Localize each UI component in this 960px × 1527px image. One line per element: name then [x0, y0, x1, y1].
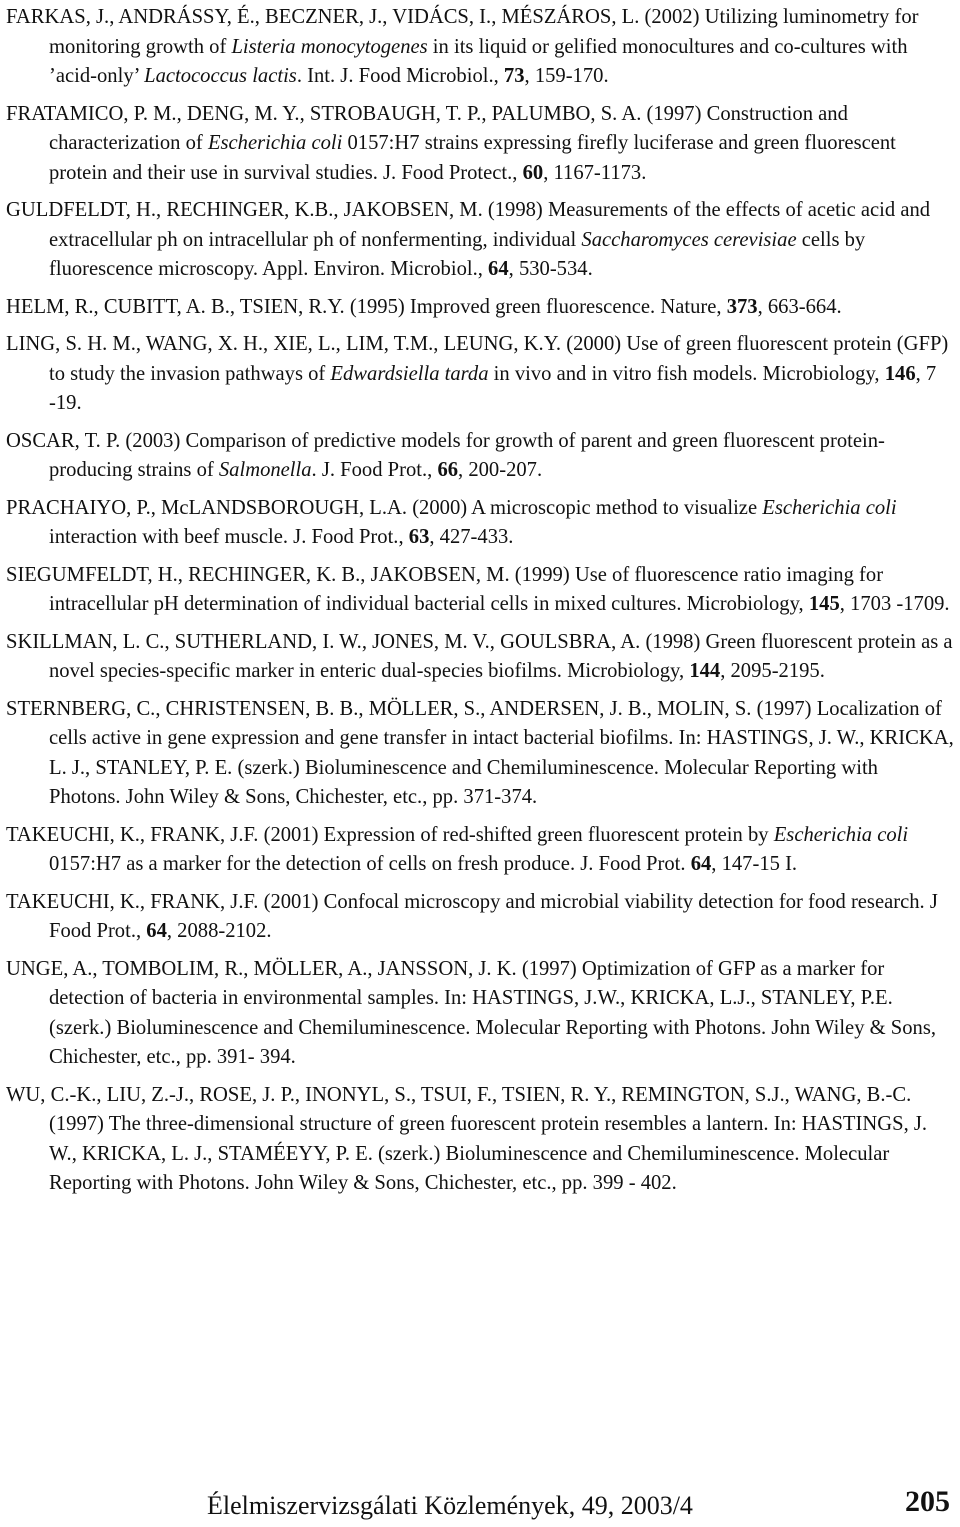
ref-pages: , 7 -19. — [49, 362, 937, 414]
ref-volume: 64 — [690, 853, 712, 875]
reference-entry — [6, 955, 954, 1073]
reference-entry — [6, 3, 954, 92]
ref-year: (1997) — [646, 102, 702, 125]
ref-title: interaction with beef muscle. J. Food Prot., — [49, 526, 404, 548]
ref-year: (2000) — [412, 496, 468, 519]
ref-journal: . Int. J. Food Microbiol., — [296, 65, 499, 87]
ref-title: . J. Food Prot., — [311, 459, 433, 481]
ref-taxon: Lactococcus lactis — [144, 65, 297, 87]
ref-title: 0157:H7 as a marker for the detection of cells on fresh produce. J. Food Prot. — [49, 853, 686, 875]
ref-authors: TAKEUCHI, K., FRANK, J.F. — [6, 823, 259, 846]
ref-title: Use of fluorescence ratio imaging for intracellular pH determination of individual bacterial cells in mixed cultures. Microbiology, — [49, 563, 884, 615]
ref-volume: 60 — [522, 161, 544, 184]
ref-authors: SIEGUMFELDT, H., RECHINGER, K. B., JAKOBSEN, M. — [6, 563, 510, 586]
ref-volume: 144 — [689, 660, 721, 682]
ref-taxon: Escherichia coli — [207, 132, 343, 154]
reference-entry — [6, 561, 954, 620]
ref-year: (2001) — [263, 890, 319, 913]
ref-pages: , 200-207. — [458, 459, 543, 481]
ref-year: (2001) — [263, 823, 319, 846]
reference-entry — [6, 196, 954, 285]
reference-entry — [6, 628, 954, 687]
ref-title: cells by fluorescence microscopy. Appl. Environ. Microbiol., — [49, 228, 866, 280]
ref-volume: 73 — [503, 65, 525, 87]
reference-entry — [6, 494, 954, 553]
ref-pages: , 530-534. — [508, 258, 593, 280]
ref-authors: LING, S. H. M., WANG, X. H., XIE, L., LIM, T.M., LEUNG, K.Y. — [6, 333, 562, 355]
ref-title: Expression of red-shifted green fluorescent protein by — [323, 823, 774, 846]
ref-year: (1998) — [645, 630, 701, 653]
ref-pages: , 2088-2102. — [166, 920, 272, 942]
ref-authors: TAKEUCHI, K., FRANK, J.F. — [6, 890, 259, 913]
ref-title: A microscopic method to visualize — [471, 496, 763, 519]
ref-year: (2000) — [566, 333, 622, 355]
ref-pages: , 1167-1173. — [543, 161, 647, 184]
ref-volume: 64 — [146, 920, 167, 942]
ref-title: The three-dimensional structure of green fuorescent protein resembles a lantern. In: HASTINGS, J. W., KRICKA, L. J., STAMÉEYY, P. E. (szerk.) Bioluminescence and Chemiluminescence. Molecular Reporting with Photons. John Wiley & Sons, Chichester, etc., pp. 399 - 402. — [49, 1113, 928, 1194]
ref-volume: 146 — [884, 362, 916, 385]
ref-year: (1998) — [487, 199, 543, 221]
ref-authors: OSCAR, T. P. — [6, 429, 121, 452]
ref-title: Green fluorescent protein as a novel species-specific marker in enteric dual-species biofilms. Microbiology, — [49, 630, 953, 682]
ref-title: 0157:H7 strains expressing firefly luciferase and green fluorescent protein and their use in survival studies. J. Food Protect., — [49, 132, 896, 184]
ref-title: Optimization of GFP as a marker for detection of bacteria in environmental samples. In: HASTINGS, J.W., KRICKA, L.J., STANLEY, P.E. (szerk.) Bioluminescence and Chemiluminescence. Molecular Reporting with Photons. John Wiley & Sons, Chichester, etc., pp. 391- 394. — [49, 957, 937, 1068]
ref-year: (2003) — [125, 429, 181, 452]
ref-taxon: Edwardsiella tarda — [330, 362, 489, 385]
ref-pages: , 427-433. — [429, 526, 514, 548]
ref-volume: 145 — [808, 593, 840, 615]
reference-entry — [6, 888, 954, 947]
ref-taxon: Escherichia coli — [773, 823, 909, 846]
reference-entry — [6, 330, 954, 419]
ref-title: Improved green fluorescence. Nature, — [409, 295, 722, 318]
ref-title: Construction and characterization of — [49, 102, 848, 154]
ref-pages: , 1703 -1709. — [839, 593, 950, 615]
reference-entry — [6, 1081, 954, 1199]
ref-title: Localization of cells active in gene expression and gene transfer in intact bacterial biofilms. In: HASTINGS, J. W., KRICKA, L. J., STANLEY, P. E. (szerk.) Bioluminescence and Chemiluminescence. Molecular Reporting with Photons. John Wiley & Sons, Chichester, etc., pp. 371-374. — [49, 697, 954, 808]
ref-authors: UNGE, A., TOMBOLIM, R., MÖLLER, A., JANSSON, J. K. — [6, 957, 517, 980]
reference-entry — [6, 293, 954, 323]
reference-entry — [6, 427, 954, 486]
ref-taxon: Escherichia coli — [762, 496, 897, 519]
ref-authors: STERNBERG, C., CHRISTENSEN, B. B., MÖLLER, S., ANDERSEN, J. B., MOLIN, S. — [6, 697, 752, 720]
ref-authors: FRATAMICO, P. M., DENG, M. Y., STROBAUGH, T. P., PALUMBO, S. A. — [6, 102, 642, 125]
reference-entry — [6, 100, 954, 189]
ref-authors: FARKAS, J., ANDRÁSSY, É., BECZNER, J., VIDÁCS, I., MÉSZÁROS, L. — [6, 6, 640, 28]
ref-taxon: Listeria monocytogenes — [231, 35, 428, 58]
ref-title: Utilizing luminometry for monitoring growth of — [49, 6, 919, 58]
reference-entry — [6, 821, 954, 880]
ref-title: in its liquid or gelified monocultures and co-cultures with ’acid-only’ — [49, 35, 908, 87]
ref-pages: , 663-664. — [757, 295, 842, 318]
ref-year: (1995) — [349, 295, 405, 318]
ref-year: (1997) — [49, 1113, 104, 1135]
reference-list — [6, 3, 954, 1207]
ref-year: (1999) — [514, 563, 570, 586]
ref-authors: HELM, R., CUBITT, A. B., TSIEN, R.Y. — [6, 295, 345, 318]
ref-year: (1997) — [756, 697, 812, 720]
ref-volume: 63 — [408, 526, 430, 548]
ref-authors: WU, C.-K., LIU, Z.-J., ROSE, J. P., INONYL, S., TSUI, F., TSIEN, R. Y., REMINGTON, S.J., WANG, B.-C. — [6, 1083, 912, 1106]
ref-volume: 373 — [726, 295, 758, 318]
ref-title: Comparison of predictive models for growth of parent and green fluorescent protein-producing strains of — [49, 429, 885, 481]
reference-entry — [6, 695, 954, 813]
journal-footer: Élelmiszervizsgálati Közlemények, 49, 2003/4 — [207, 1491, 693, 1520]
ref-taxon: Saccharomyces cerevisiae — [581, 228, 797, 251]
ref-pages: , 147-15 I. — [711, 853, 798, 875]
ref-pages: , 159-170. — [524, 65, 609, 87]
ref-authors: SKILLMAN, L. C., SUTHERLAND, I. W., JONES, M. V., GOULSBRA, A. — [6, 630, 641, 653]
ref-volume: 66 — [437, 459, 459, 481]
ref-title: Confocal microscopy and microbial viability detection for food research. J Food Prot., — [49, 890, 938, 942]
ref-title: in vivo and in vitro fish models. Microbiology, — [488, 362, 880, 385]
page-number: 205 — [905, 1485, 950, 1518]
ref-authors: GULDFELDT, H., RECHINGER, K.B., JAKOBSEN, M. — [6, 199, 483, 221]
ref-year: (1997) — [521, 957, 577, 980]
ref-taxon: Salmonella — [218, 459, 312, 481]
ref-authors: PRACHAIYO, P., McLANDSBOROUGH, L.A. — [6, 496, 408, 519]
ref-title: Use of green fluorescent protein (GFP) to study the invasion pathways of — [49, 333, 949, 385]
ref-year: (2002) — [644, 6, 700, 28]
ref-volume: 64 — [488, 258, 509, 280]
ref-pages: , 2095-2195. — [720, 660, 825, 682]
ref-title: Measurements of the effects of acetic acid and extracellular ph on intracellular ph of nonfermenting, individual — [49, 199, 931, 251]
